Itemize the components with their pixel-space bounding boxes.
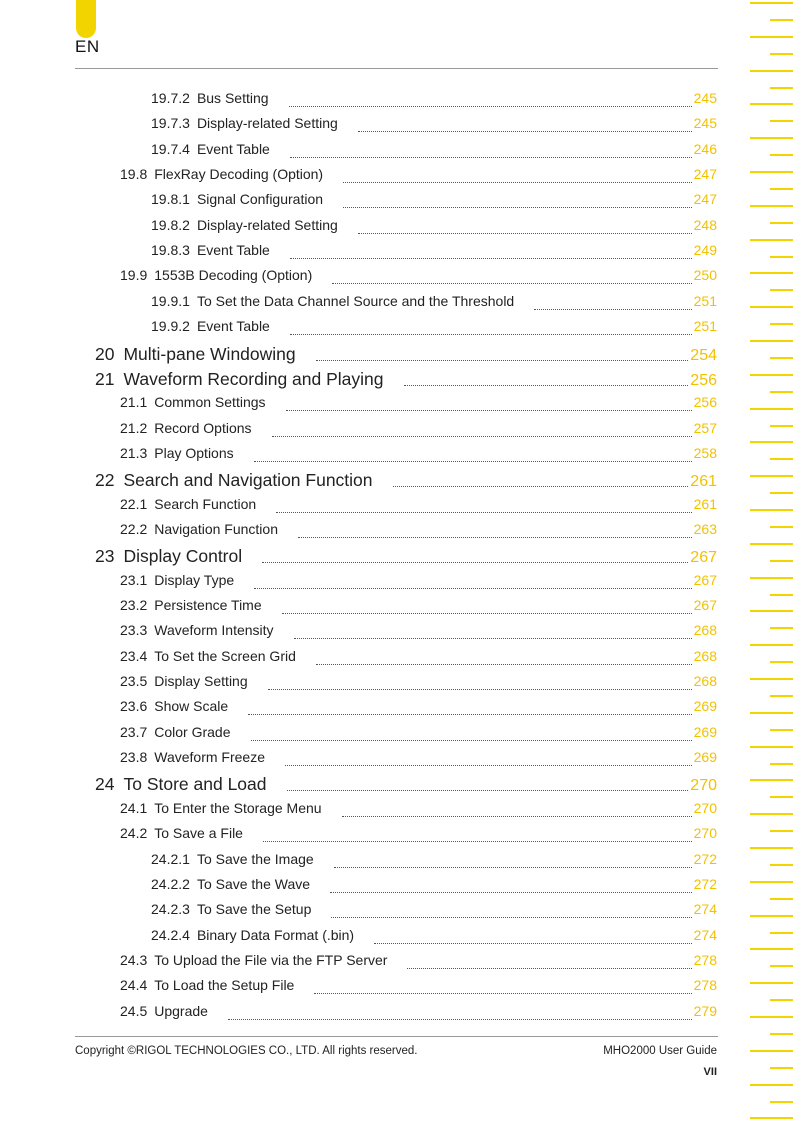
toc-section-title: To Upload the File via the FTP Server [154, 951, 388, 968]
toc-section-number: 23.8 [120, 749, 148, 766]
toc-entry[interactable] [151, 851, 717, 873]
toc-section-title: To Set the Screen Grid [154, 647, 296, 664]
toc-entry[interactable] [151, 141, 717, 163]
ruler-tick [750, 205, 793, 207]
toc-dot-leader [330, 892, 692, 893]
toc-section-title: Bus Setting [196, 90, 269, 106]
chapter-tab-marker [76, 0, 96, 38]
toc-page-number: 268 [693, 622, 717, 639]
ruler-tick [770, 425, 793, 427]
toc-dot-leader [289, 106, 692, 107]
ruler-tick [770, 1101, 793, 1103]
ruler-tick [750, 103, 793, 105]
toc-page-number: 270 [690, 777, 717, 795]
toc-entry[interactable] [95, 774, 717, 796]
toc-entry[interactable] [120, 521, 717, 543]
toc-section-title: FlexRay Decoding (Option) [154, 166, 324, 183]
toc-section-number: 22.2 [120, 520, 148, 537]
toc-page-number: 267 [693, 571, 717, 588]
ruler-tick [750, 746, 793, 748]
toc-section-number: 24.3 [120, 951, 148, 968]
toc-section-title: Record Options [154, 419, 252, 436]
toc-page-number: 249 [693, 242, 717, 259]
ruler-tick [770, 222, 793, 224]
toc-page-number: 247 [693, 191, 717, 208]
toc-page-number: 268 [693, 673, 717, 690]
toc-entry[interactable] [151, 876, 717, 898]
toc-section-title: Search Function [154, 495, 257, 512]
ruler-tick [750, 441, 793, 443]
ruler-tick [750, 340, 793, 342]
toc-page-number: 279 [693, 1002, 717, 1019]
toc-dot-leader [342, 816, 692, 817]
toc-entry[interactable] [151, 90, 717, 112]
toc-dot-leader [276, 512, 691, 513]
toc-entry[interactable] [120, 724, 717, 746]
toc-section-title: To Enter the Storage Menu [154, 799, 322, 816]
toc-dot-leader [534, 309, 691, 310]
toc-section-number: 19.9.2 [151, 318, 190, 335]
toc-entry[interactable] [120, 597, 717, 619]
ruler-tick [750, 509, 793, 511]
toc-section-title: To Save the Wave [196, 875, 311, 892]
ruler-tick [750, 678, 793, 680]
toc-entry[interactable] [151, 901, 717, 923]
ruler-tick [750, 374, 793, 376]
toc-section-number: 23.7 [120, 723, 148, 740]
toc-page-number: 247 [693, 166, 717, 183]
ruler-tick [770, 965, 793, 967]
toc-dot-leader [285, 765, 692, 766]
ruler-tick [750, 948, 793, 950]
ruler-tick [770, 256, 793, 258]
toc-page-number: 254 [690, 346, 717, 364]
toc-section-title: Play Options [154, 444, 234, 461]
ruler-tick [770, 898, 793, 900]
toc-page-number: 274 [693, 901, 717, 918]
ruler-tick [770, 323, 793, 325]
toc-section-title: Event Table [196, 140, 270, 157]
toc-section-number: 24.4 [120, 977, 148, 994]
ruler-tick [770, 188, 793, 190]
toc-section-number: 24.5 [120, 1002, 148, 1019]
toc-section-number: 24.2.1 [151, 850, 190, 867]
toc-dot-leader [272, 436, 692, 437]
ruler-tick [770, 796, 793, 798]
ruler-tick [770, 289, 793, 291]
toc-dot-leader [286, 410, 692, 411]
toc-page-number: 269 [693, 723, 717, 740]
toc-section-title: Upgrade [154, 1002, 208, 1019]
toc-section-title: Display-related Setting [196, 115, 338, 132]
toc-section-number: 20 [95, 343, 115, 364]
ruler-tick [750, 881, 793, 883]
ruler-tick [750, 272, 793, 274]
toc-entry[interactable] [120, 952, 717, 974]
toc-dot-leader [332, 283, 691, 284]
toc-entry[interactable] [151, 115, 717, 137]
toc-dot-leader [343, 182, 692, 183]
toc-page-number: 278 [693, 977, 717, 994]
toc-section-number: 21.3 [120, 444, 148, 461]
toc-section-title: Signal Configuration [196, 191, 324, 208]
toc-page-number: 261 [690, 473, 717, 491]
ruler-tick [770, 458, 793, 460]
toc-entry[interactable] [120, 1003, 717, 1025]
toc-section-title: Show Scale [154, 698, 229, 715]
toc-section-title: Multi-pane Windowing [123, 343, 296, 364]
toc-section-title: Navigation Function [154, 520, 278, 537]
ruler-tick [750, 813, 793, 815]
ruler-tick [750, 982, 793, 984]
toc-section-title: To Set the Data Channel Source and the Threshold [196, 292, 515, 309]
toc-section-title: 1553B Decoding (Option) [154, 267, 313, 284]
toc-dot-leader [294, 638, 692, 639]
toc-page-number: 269 [693, 749, 717, 766]
toc-section-title: To Load the Setup File [154, 977, 295, 994]
toc-section-title: Persistence Time [154, 597, 262, 613]
toc-entry[interactable] [120, 445, 717, 467]
toc-dot-leader [393, 486, 689, 487]
ruler-tick [750, 915, 793, 917]
ruler-tick [770, 594, 793, 596]
toc-entry[interactable] [120, 572, 717, 594]
toc-entry[interactable] [120, 267, 717, 289]
toc-dot-leader [316, 360, 689, 361]
ruler-tick [750, 610, 793, 612]
toc-page-number: 269 [693, 698, 717, 715]
header-divider [75, 68, 718, 69]
ruler-tick [770, 357, 793, 359]
ruler-tick [770, 932, 793, 934]
ruler-tick [750, 70, 793, 72]
ruler-tick [750, 137, 793, 139]
ruler-tick [770, 154, 793, 156]
ruler-tick [770, 19, 793, 21]
ruler-tick [750, 171, 793, 173]
ruler-tick [770, 53, 793, 55]
toc-dot-leader [374, 943, 692, 944]
ruler-tick [770, 526, 793, 528]
ruler-tick [750, 779, 793, 781]
toc-section-title: Display Control [123, 546, 243, 567]
footer-divider [75, 1036, 718, 1037]
toc-section-number: 23 [95, 546, 115, 567]
toc-section-title: To Save the Setup [196, 901, 312, 918]
toc-section-number: 23.2 [120, 597, 148, 613]
toc-section-number: 19.9.1 [151, 292, 190, 309]
ruler-tick [750, 1050, 793, 1052]
toc-section-number: 22.1 [120, 495, 148, 512]
ruler-tick [770, 695, 793, 697]
language-label: EN [75, 37, 100, 56]
toc-section-title: Common Settings [154, 394, 266, 411]
toc-dot-leader [263, 841, 692, 842]
toc-dot-leader [358, 233, 692, 234]
toc-dot-leader [290, 258, 692, 259]
toc-page-number: 272 [693, 875, 717, 892]
toc-dot-leader [282, 613, 692, 614]
toc-entry[interactable] [95, 470, 717, 492]
toc-page-number: 270 [693, 825, 717, 842]
toc-entry[interactable] [151, 242, 717, 264]
ruler-tick [750, 408, 793, 410]
toc-section-number: 19.9 [120, 267, 148, 284]
toc-section-number: 19.8.1 [151, 191, 190, 208]
toc-entry[interactable] [120, 648, 717, 670]
toc-section-number: 23.6 [120, 698, 148, 715]
toc-dot-leader [251, 740, 692, 741]
toc-dot-leader [262, 562, 688, 563]
toc-section-number: 24.2.4 [151, 926, 190, 943]
toc-section-number: 24.2.2 [151, 875, 190, 892]
toc-page-number: 270 [693, 799, 717, 816]
toc-entry[interactable] [151, 191, 717, 213]
ruler-tick [770, 729, 793, 731]
toc-section-number: 24.2 [120, 825, 148, 842]
ruler-tick [750, 543, 793, 545]
toc-page-number: 261 [693, 495, 717, 512]
ruler-tick [750, 475, 793, 477]
toc-section-title: Display Type [154, 571, 235, 588]
copyright-notice: Copyright ©RIGOL TECHNOLOGIES CO., LTD. All rights reserved. [75, 1045, 418, 1057]
toc-dot-leader [254, 588, 691, 589]
side-ruler-decoration [740, 0, 793, 1122]
toc-section-title: To Store and Load [123, 774, 267, 795]
ruler-tick [750, 306, 793, 308]
toc-page-number: 245 [693, 90, 717, 106]
ruler-tick [750, 1117, 793, 1119]
toc-dot-leader [287, 790, 689, 791]
toc-section-number: 23.5 [120, 673, 148, 690]
guide-title: MHO2000 User Guide [603, 1045, 717, 1057]
ruler-tick [770, 391, 793, 393]
toc-section-number: 23.3 [120, 622, 148, 639]
toc-page-number: 272 [693, 850, 717, 867]
ruler-tick [750, 577, 793, 579]
toc-dot-leader [358, 131, 692, 132]
ruler-tick [750, 1016, 793, 1018]
toc-section-title: Event Table [196, 242, 270, 259]
toc-entry[interactable] [95, 344, 717, 366]
toc-dot-leader [290, 157, 692, 158]
toc-section-title: Display Setting [154, 673, 248, 690]
toc-section-number: 24.2.3 [151, 901, 190, 918]
toc-page-number: 257 [693, 419, 717, 436]
page-number: VII [703, 1066, 717, 1078]
toc-entry[interactable] [120, 394, 717, 416]
toc-entry[interactable] [120, 622, 717, 644]
toc-section-number: 24.1 [120, 799, 148, 816]
toc-entry[interactable] [151, 217, 717, 239]
toc-section-number: 19.8.3 [151, 242, 190, 259]
ruler-tick [770, 830, 793, 832]
ruler-tick [750, 1084, 793, 1086]
toc-section-title: Search and Navigation Function [123, 470, 373, 491]
toc-section-number: 19.7.3 [151, 115, 190, 132]
toc-page-number: 274 [693, 926, 717, 943]
toc-entry[interactable] [151, 293, 717, 315]
toc-section-number: 21.1 [120, 394, 148, 411]
toc-section-title: Event Table [196, 318, 270, 335]
toc-dot-leader [407, 968, 691, 969]
ruler-tick [750, 644, 793, 646]
toc-page-number: 267 [693, 597, 717, 613]
toc-section-number: 21 [95, 368, 115, 389]
toc-section-number: 23.1 [120, 571, 148, 588]
toc-section-title: To Save a File [154, 825, 243, 842]
ruler-tick [770, 661, 793, 663]
toc-dot-leader [254, 461, 692, 462]
ruler-tick [770, 627, 793, 629]
toc-dot-leader [290, 334, 692, 335]
toc-entry[interactable] [120, 698, 717, 720]
toc-entry[interactable] [95, 369, 717, 391]
toc-dot-leader [314, 993, 691, 994]
ruler-tick [750, 36, 793, 38]
ruler-tick [750, 2, 793, 4]
toc-section-title: Waveform Recording and Playing [123, 368, 384, 389]
toc-section-title: Color Grade [154, 723, 231, 740]
toc-entry[interactable] [151, 927, 717, 949]
toc-page-number: 246 [693, 140, 717, 157]
toc-entry[interactable] [120, 420, 717, 442]
toc-section-number: 19.7.4 [151, 140, 190, 157]
toc-entry[interactable] [120, 825, 717, 847]
ruler-tick [770, 999, 793, 1001]
ruler-tick [770, 120, 793, 122]
ruler-tick [750, 847, 793, 849]
toc-page-number: 268 [693, 647, 717, 664]
ruler-tick [770, 1067, 793, 1069]
toc-page-number: 278 [693, 951, 717, 968]
toc-entry[interactable] [120, 496, 717, 518]
toc-section-number: 22 [95, 470, 115, 491]
toc-entry[interactable] [151, 318, 717, 340]
toc-dot-leader [334, 867, 692, 868]
toc-section-title: Waveform Intensity [154, 622, 274, 639]
toc-dot-leader [316, 664, 692, 665]
ruler-tick [770, 1033, 793, 1035]
toc-page-number: 256 [690, 371, 717, 389]
toc-section-number: 21.2 [120, 419, 148, 436]
toc-page-number: 248 [693, 216, 717, 233]
toc-dot-leader [404, 385, 689, 386]
ruler-tick [770, 87, 793, 89]
toc-page-number: 251 [693, 318, 717, 335]
toc-section-title: Binary Data Format (.bin) [196, 926, 355, 943]
toc-dot-leader [343, 207, 692, 208]
toc-section-number: 23.4 [120, 647, 148, 664]
toc-page-number: 263 [693, 520, 717, 537]
ruler-tick [750, 712, 793, 714]
toc-dot-leader [248, 714, 691, 715]
toc-page-number: 258 [693, 444, 717, 461]
toc-dot-leader [268, 689, 692, 690]
ruler-tick [770, 560, 793, 562]
toc-page-number: 250 [693, 267, 717, 284]
toc-entry[interactable] [95, 546, 717, 568]
toc-entry[interactable] [120, 166, 717, 188]
ruler-tick [770, 763, 793, 765]
toc-dot-leader [228, 1019, 692, 1020]
toc-dot-leader [298, 537, 692, 538]
toc-entry[interactable] [120, 749, 717, 771]
ruler-tick [770, 864, 793, 866]
toc-page-number: 245 [693, 115, 717, 132]
ruler-tick [750, 239, 793, 241]
toc-page-number: 267 [690, 549, 717, 567]
toc-section-title: Display-related Setting [196, 216, 338, 233]
toc-section-number: 19.7.2 [151, 90, 190, 106]
toc-entry[interactable] [120, 800, 717, 822]
toc-section-number: 19.8.2 [151, 216, 190, 233]
ruler-tick [770, 492, 793, 494]
toc-section-title: To Save the Image [196, 850, 314, 867]
toc-dot-leader [331, 917, 691, 918]
toc-section-title: Waveform Freeze [154, 749, 265, 766]
toc-entry[interactable] [120, 977, 717, 999]
toc-page-number: 256 [693, 394, 717, 411]
toc-section-number: 24 [95, 774, 115, 795]
toc-section-number: 19.8 [120, 166, 148, 183]
toc-page-number: 251 [693, 292, 717, 309]
toc-entry[interactable] [120, 673, 717, 695]
